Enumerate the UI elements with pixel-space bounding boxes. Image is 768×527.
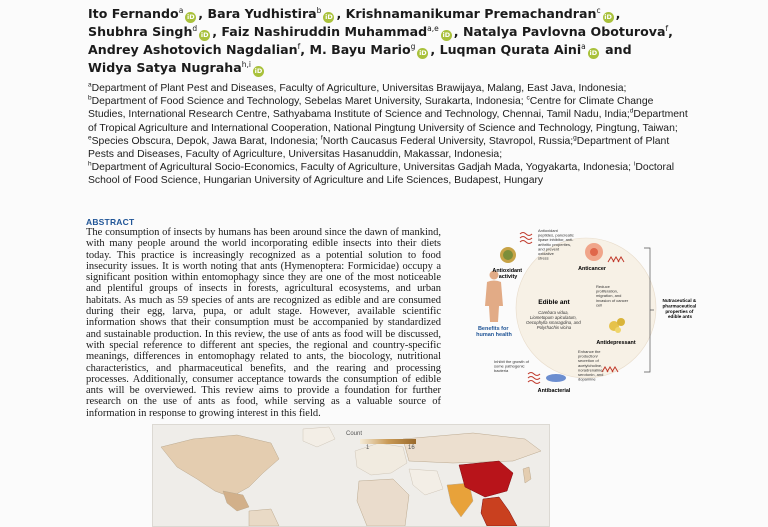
orcid-icon[interactable]: iD [419,49,427,57]
affiliation-mark: c [526,94,530,102]
note-antidepressant-2: production/ [578,353,598,359]
author-separator: , [430,42,440,57]
abstract-body: The consumption of insects by humans has been around since the dawn of mankind, with many people around the world incorporating edible insects into their diets today. This practice is increasingly recognized as a potential solution to food insecurity issues. It is worth noting that ants (Hymenoptera: Formicidae) occupy a significant position within entomophagy since they are one of the most noticeable and plentiful groups of insects in forests, agricultural ecosystems, and urban habitats. As much as 59 species of ants are recognized as edible and are consumed during their egg, larva, pupa, or adult stage. However, available scientific information shows that their consumption must be accompanied by standardized and sustainable production. In this review, the use of ants as food will be discussed, with special reference to different ant species, the regional and country-specific meanings, differences in entomophagy related to ants, the biocology, nutritional characteristics, and pharmaceutical benefits, and the rearing and processing processes. Additionally, consumer acceptance towards the consumption of edible ants will be overviewed. This review aims to provide a foundation for further research on the use of ants as food, while serving as a valuable source of information in response to growing interest in this field. [86,227,441,419]
species-line-3: Oecophylla smaragdina, and [526,320,581,325]
note-antidepressant-4: acetylcholine, [578,362,603,368]
orcid-icon[interactable]: iD [325,13,333,21]
graphical-abstract [468,222,704,400]
author-affil-mark: a,e [427,23,439,33]
note-antioxidant-3: lipase inhibitor, anti- [538,237,574,243]
wavy-icon-1 [520,233,532,244]
human-label [476,326,512,338]
affiliation-mark: d [629,107,634,115]
note-anticancer-5: cell [596,302,603,308]
author-affil-mark: g [410,41,416,51]
note-antioxidant-6: oxidative [538,251,554,256]
author-list [88,5,708,77]
node-label-antioxidant-1: Antioxidant [492,268,523,274]
note-antidepressant-6: serotonin, and [578,372,604,377]
affiliation-text: Department of Food Science and Technology, Sebelas Maret University, Surakarta, Indonesia; [91,96,527,108]
affiliation-mark: e [88,134,92,142]
orcid-icon[interactable]: iD [589,49,598,57]
affiliation-text: Centre for Climate Change Studies, International Research Centre, Sathyabama Institute of Science and Technology, Chennai, Tamil Nadu, India; [88,96,654,121]
note-antioxidant-5: and prevent [538,246,560,252]
author-separator: , [300,42,310,57]
author-separator: and [600,42,632,57]
map-mexico [223,491,249,511]
affiliation-text: Department of Plant Pests and Diseases, Faculty of Agriculture, Universitas Hasanuddin, Makassar, Indonesia; [88,135,670,161]
author-name: Bara Yudhistira [207,6,317,21]
author-name: Shubhra Singh [88,24,193,39]
antibacterial-icon [528,373,566,384]
author-affil-mark: a [178,5,184,15]
map-north-america [161,435,279,497]
anticancer-icon [585,243,603,261]
note-antidepressant-1: Enhance the [578,349,601,354]
author [88,42,309,57]
species-line-2: Liometopum apiculatum, [529,315,577,320]
map-legend [346,431,418,453]
legend-title: Count [346,431,363,437]
affiliation-mark: i [633,160,636,168]
author-name: M. Bayu Mario [309,42,411,57]
author-name: Krishnamanikumar Premachandran [345,6,597,21]
affiliation-mark: g [573,134,577,142]
orcid-icon[interactable]: iD [186,13,195,21]
author [440,42,632,57]
author-affil-mark: f [665,23,669,33]
map-africa [357,479,409,526]
affiliation-text: North Caucasus Federal University, Stavropol, Russia; [322,135,574,147]
right-label-1: Nutraceutical & [662,298,697,303]
map-south-america [249,509,279,526]
author-name: Luqman Qurata Aini [439,42,582,57]
center-title: Edible ant [538,299,570,306]
node-label-antibacterial: Antibacterial [537,388,571,394]
orcid-icon[interactable]: iD [604,13,612,21]
note-antioxidant-4: arthritic properties, [538,241,572,247]
affiliation-mark: f [320,134,323,142]
node-label-antioxidant-2: activity [498,274,518,280]
affiliation-text: Species Obscura, Depok, Jawa Barat, Indonesia; [91,135,321,147]
note-anticancer-2: proliferation, [596,288,619,294]
map-russia [403,433,541,463]
author-separator: , [212,24,222,39]
author [88,60,266,75]
author [207,6,345,21]
author-name: Andrey Ashotovich Nagdalian [88,42,298,57]
author-separator: , [336,6,346,21]
note-antidepressant-3: secretion of [578,358,599,364]
map-greenland [303,427,335,447]
author [88,6,207,21]
affiliation-mark: a [88,81,92,89]
author-affil-mark: a [581,41,586,51]
node-label-anticancer: Anticancer [578,266,606,272]
species-line-1: Carebara vidua, [538,310,569,315]
author-affil-mark: c [596,5,601,15]
author-affil-mark: b [316,5,322,15]
author-affil-mark: h,i [241,59,251,69]
author [346,6,621,21]
author-affil-mark: d [192,23,198,33]
right-label-3: properties of [665,308,694,314]
note-anticancer-3: migration, and [596,293,622,299]
legend-min: 1 [366,445,370,451]
affiliation-mark: b [88,94,92,102]
note-antioxidant-1: Antioxidant [538,228,558,233]
author-name: Widya Satya Nugraha [88,60,242,75]
species-line-4: Polyrhachis vicina [536,325,572,330]
legend-color-bar [360,439,416,444]
affiliation-mark: h [88,160,92,168]
author-separator: , [668,24,673,39]
note-antibacterial-3: bacteria [494,368,509,374]
right-label-2: pharmaceutical [662,303,697,309]
antioxidant-icon [500,247,516,263]
note-antidepressant-7: dopamine [578,376,596,382]
author-name: Ito Fernando [88,6,179,21]
author-affil-mark: f [297,41,301,51]
legend-max: 16 [408,445,415,451]
note-antibacterial-2: some pathogenic [494,363,525,369]
affiliation-text: Department of Tropical Agriculture and International Cooperation, National Pingtung University of Science and Technology, Pingtung, Taiwan; [88,109,688,134]
abstract-heading: ABSTRACT [86,217,135,227]
note-antidepressant-5: noradrenaline, [578,367,604,373]
author-separator: , [198,6,208,21]
map-japan [523,467,531,483]
affiliation-text: Department of Plant Pest and Diseases, Faculty of Agriculture, Universitas Brawijaya, Malang, East Java, Indonesia; [91,83,627,94]
note-anticancer-4: invasion of cancer [596,297,629,303]
author-separator: , [453,24,463,39]
right-label [663,298,698,319]
map-southeast-asia [481,497,517,526]
note-antioxidant-2: peptides, pancreatic [538,232,574,238]
author-name: Natalya Pavlovna Oboturova [462,24,666,39]
note-anticancer-1: Reduce [596,284,610,289]
author-separator: , [615,6,621,21]
orcid-icon[interactable]: iD [200,31,209,39]
affiliation-text: Doctoral School of Food Science, Hungarian University of Agriculture and Life Sciences, Budapest, Hungary [88,162,675,187]
author [221,24,463,39]
author-name: Faiz Nashiruddin Muhammad [221,24,428,39]
author [88,24,221,39]
map-middle-east [409,469,443,495]
affiliations [88,82,693,188]
author [463,24,673,39]
human-label-2: human health [476,332,512,338]
affiliation-text: Department of Agricultural Socio-Economics, Faculty of Agriculture, Universitas Gadjah Mada, Yogyakarta, Indonesia; [91,162,634,174]
node-label-antidepressant: Antidepressant [596,340,636,346]
human-label-1: Benefits for [477,326,509,332]
orcid-icon[interactable]: iD [442,31,451,39]
note-antidepressant [578,349,605,382]
note-antibacterial-1: Inhibit the growth of [494,359,529,364]
orcid-icon[interactable]: iD [254,67,263,75]
note-antibacterial [494,359,530,373]
author [309,42,439,57]
right-label-4: edible ants [668,314,692,320]
note-antioxidant-7: stress [538,255,549,261]
